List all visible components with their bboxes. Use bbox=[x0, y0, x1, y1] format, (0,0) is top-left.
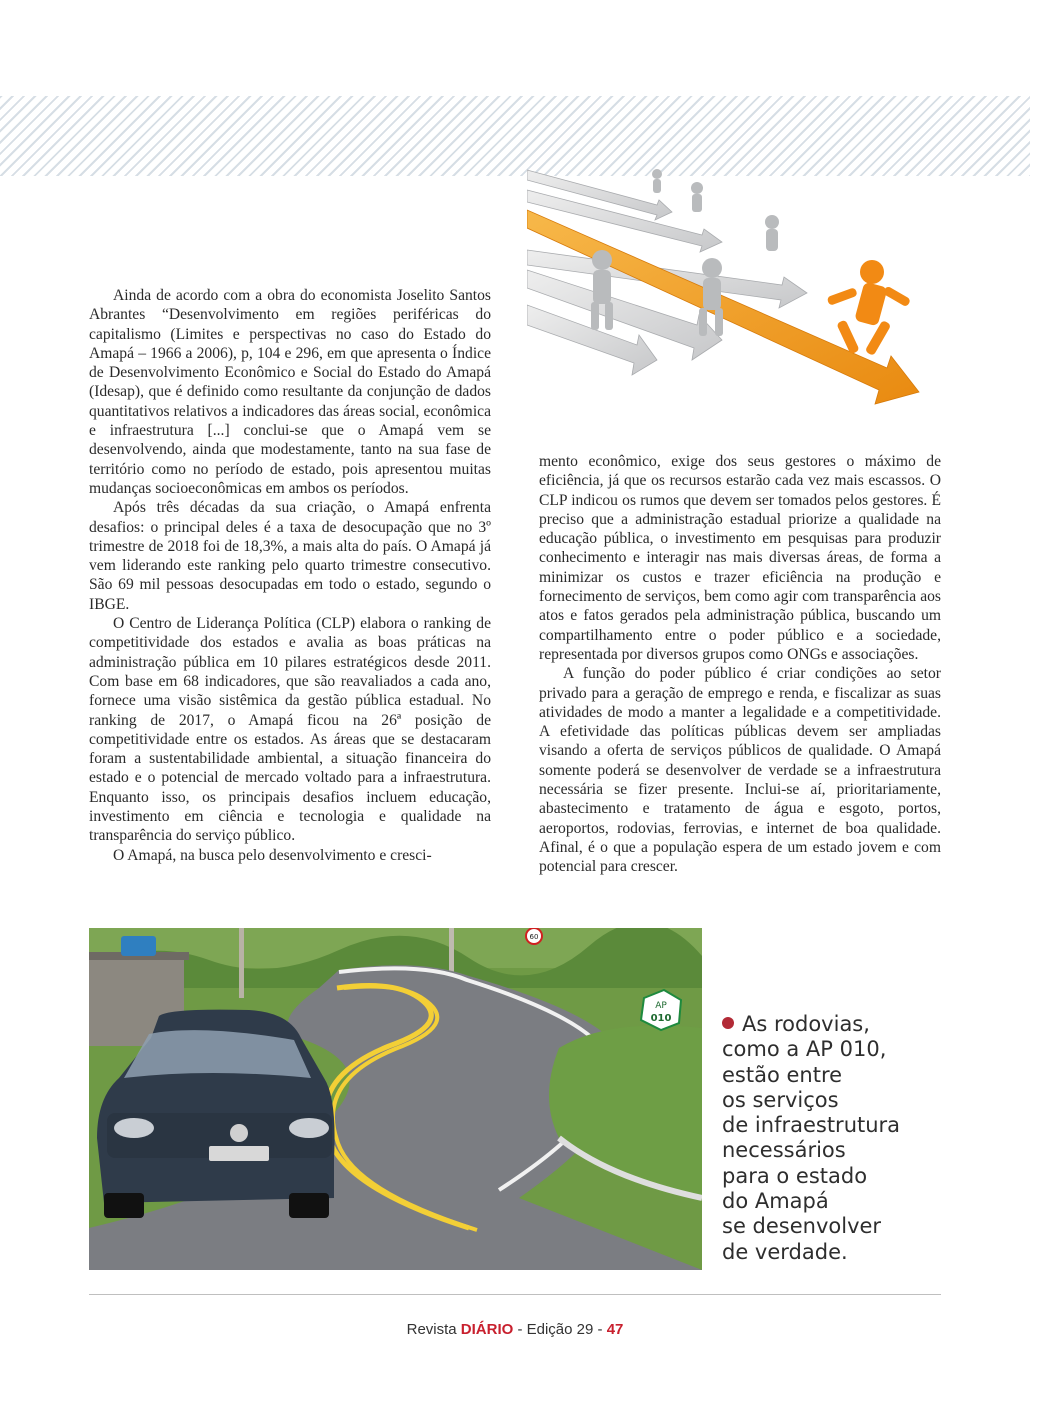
paragraph: O Centro de Liderança Política (CLP) elabora o ranking de competitividade dos estados e avalia as boas práticas na administração pública em 10 pilares estratégicos desde 2011. Com base em 68 indicadores, que são reavaliados a cada ano, fornece uma visão sistêmica da gestão pública estadual. No ranking de 2017, o Amapá ficou na 26ª posição de competitividade entre os estados. As áreas que se destacaram foram a sustentabilidade ambiental, a situação financeira do estado e o potencial de mercado voltado para a infraestrutura. Enquanto isso, os principais desafios incluem educação, investimento em ciência e tecnologia e qualidade na transparência do serviço público. bbox=[89, 615, 491, 845]
footer-divider bbox=[89, 1294, 941, 1295]
footer-edition: - Edição 29 - bbox=[513, 1321, 607, 1338]
caption-line: de infraestrutura bbox=[722, 1113, 901, 1138]
caption-bullet-icon bbox=[722, 1017, 734, 1029]
article-right-column bbox=[539, 452, 941, 877]
footer-brand: DIÁRIO bbox=[460, 1321, 514, 1338]
caption-line: necessários bbox=[722, 1138, 846, 1163]
caption-line: se desenvolver bbox=[722, 1214, 882, 1239]
photo-caption bbox=[722, 1012, 942, 1265]
paragraph: O Amapá, na busca pelo desenvolvimento e cresci- bbox=[113, 846, 432, 864]
caption-line: para o estado bbox=[722, 1163, 868, 1188]
route-sign-bottom: 010 bbox=[650, 1013, 672, 1024]
competition-arrows-illustration bbox=[527, 160, 927, 422]
article-left-column bbox=[89, 286, 491, 865]
paragraph: A função do poder público é criar condições ao setor privado para a geração de emprego e renda, e fiscalizar as suas atividades de modo a manter a legalidade e a competitividade. A efetividade das políticas públicas devem ser ampliadas visando a oferta de serviços públicos de qualidade. O Amapá somente poderá se desenvolver de verdade se a infraestrutura necessária se fizer presente. Inclui-se aí, prioritariamente, abastecimento e tratamento de água e esgoto, portos, aeroportos, rodovias, ferrovias, e internet de boa qualidade. Afinal, é o que a população espera de um estado jovem e com potencial para crescer. bbox=[539, 665, 941, 876]
paragraph: Após três décadas da sua criação, o Amapá enfrenta desafios: o principal deles é a taxa de desocupação que no 3º trimestre de 2018 foi de 18,3%, a mais alta do país. O Amapá já vem liderando este ranking pelo quarto trimestre consecutivo. São 69 mil pessoas desocupadas em todo o estado, segundo o IBGE. bbox=[89, 499, 491, 613]
road-ap010-photo bbox=[89, 928, 702, 1270]
caption-line: do Amapá bbox=[722, 1189, 829, 1214]
speed-limit-sign: 60 bbox=[529, 933, 539, 941]
footer-prefix: Revista bbox=[406, 1321, 461, 1338]
page-number: 47 bbox=[606, 1321, 624, 1338]
paragraph: mento econômico, exige dos seus gestores o máximo de eficiência, já que os recursos estarão cada vez mais escassos. O CLP indicou os rumos que devem ser tomados pelos gestores. É preciso que a administração estadual priorize a qualidade na educação pública, o investimento em pesquisas para produzir conhecimento e interagir nas mais diversas áreas, de forma a minimizar os custos e trazer eficiência na produção e fornecimento de serviços, bem como agir com transparência aos atos e fatos gerados pela administração pública, buscando um compartilhamento entre o poder público e a sociedade, representada por diversos grupos como ONGs e associações. bbox=[539, 453, 941, 663]
route-sign-top: AP bbox=[655, 1001, 667, 1011]
caption-line: como a AP 010, bbox=[722, 1037, 887, 1062]
page-footer bbox=[0, 1321, 1030, 1338]
caption-line: de verdade. bbox=[722, 1239, 848, 1264]
caption-line: estão entre bbox=[722, 1062, 843, 1087]
caption-line bbox=[722, 1012, 942, 1037]
caption-text: As rodovias, bbox=[742, 1012, 870, 1036]
paragraph: Ainda de acordo com a obra do economista Joselito Santos Abrantes “Desenvolvimento em regiões periféricas do capitalismo (Limites e perspectivas no caso do Estado do Amapá – 1966 a 2006), p, 104 e 296, em que apresenta o Índice de Desenvolvimento Econômico e Social do Estado do Amapá (Idesap), que é definido como resultante da conjunção de dados quantitativos relativos a indicadores das áreas social, econômica e infraestrutura [...] conclui-se que o Amapá vem se desenvolvendo, ainda que modestamente, tanto na sua fase de território como no período de estado, pois apresentou muitas mudanças socioeconômicas em ambos os períodos. bbox=[89, 287, 491, 497]
caption-line: os serviços bbox=[722, 1087, 839, 1112]
